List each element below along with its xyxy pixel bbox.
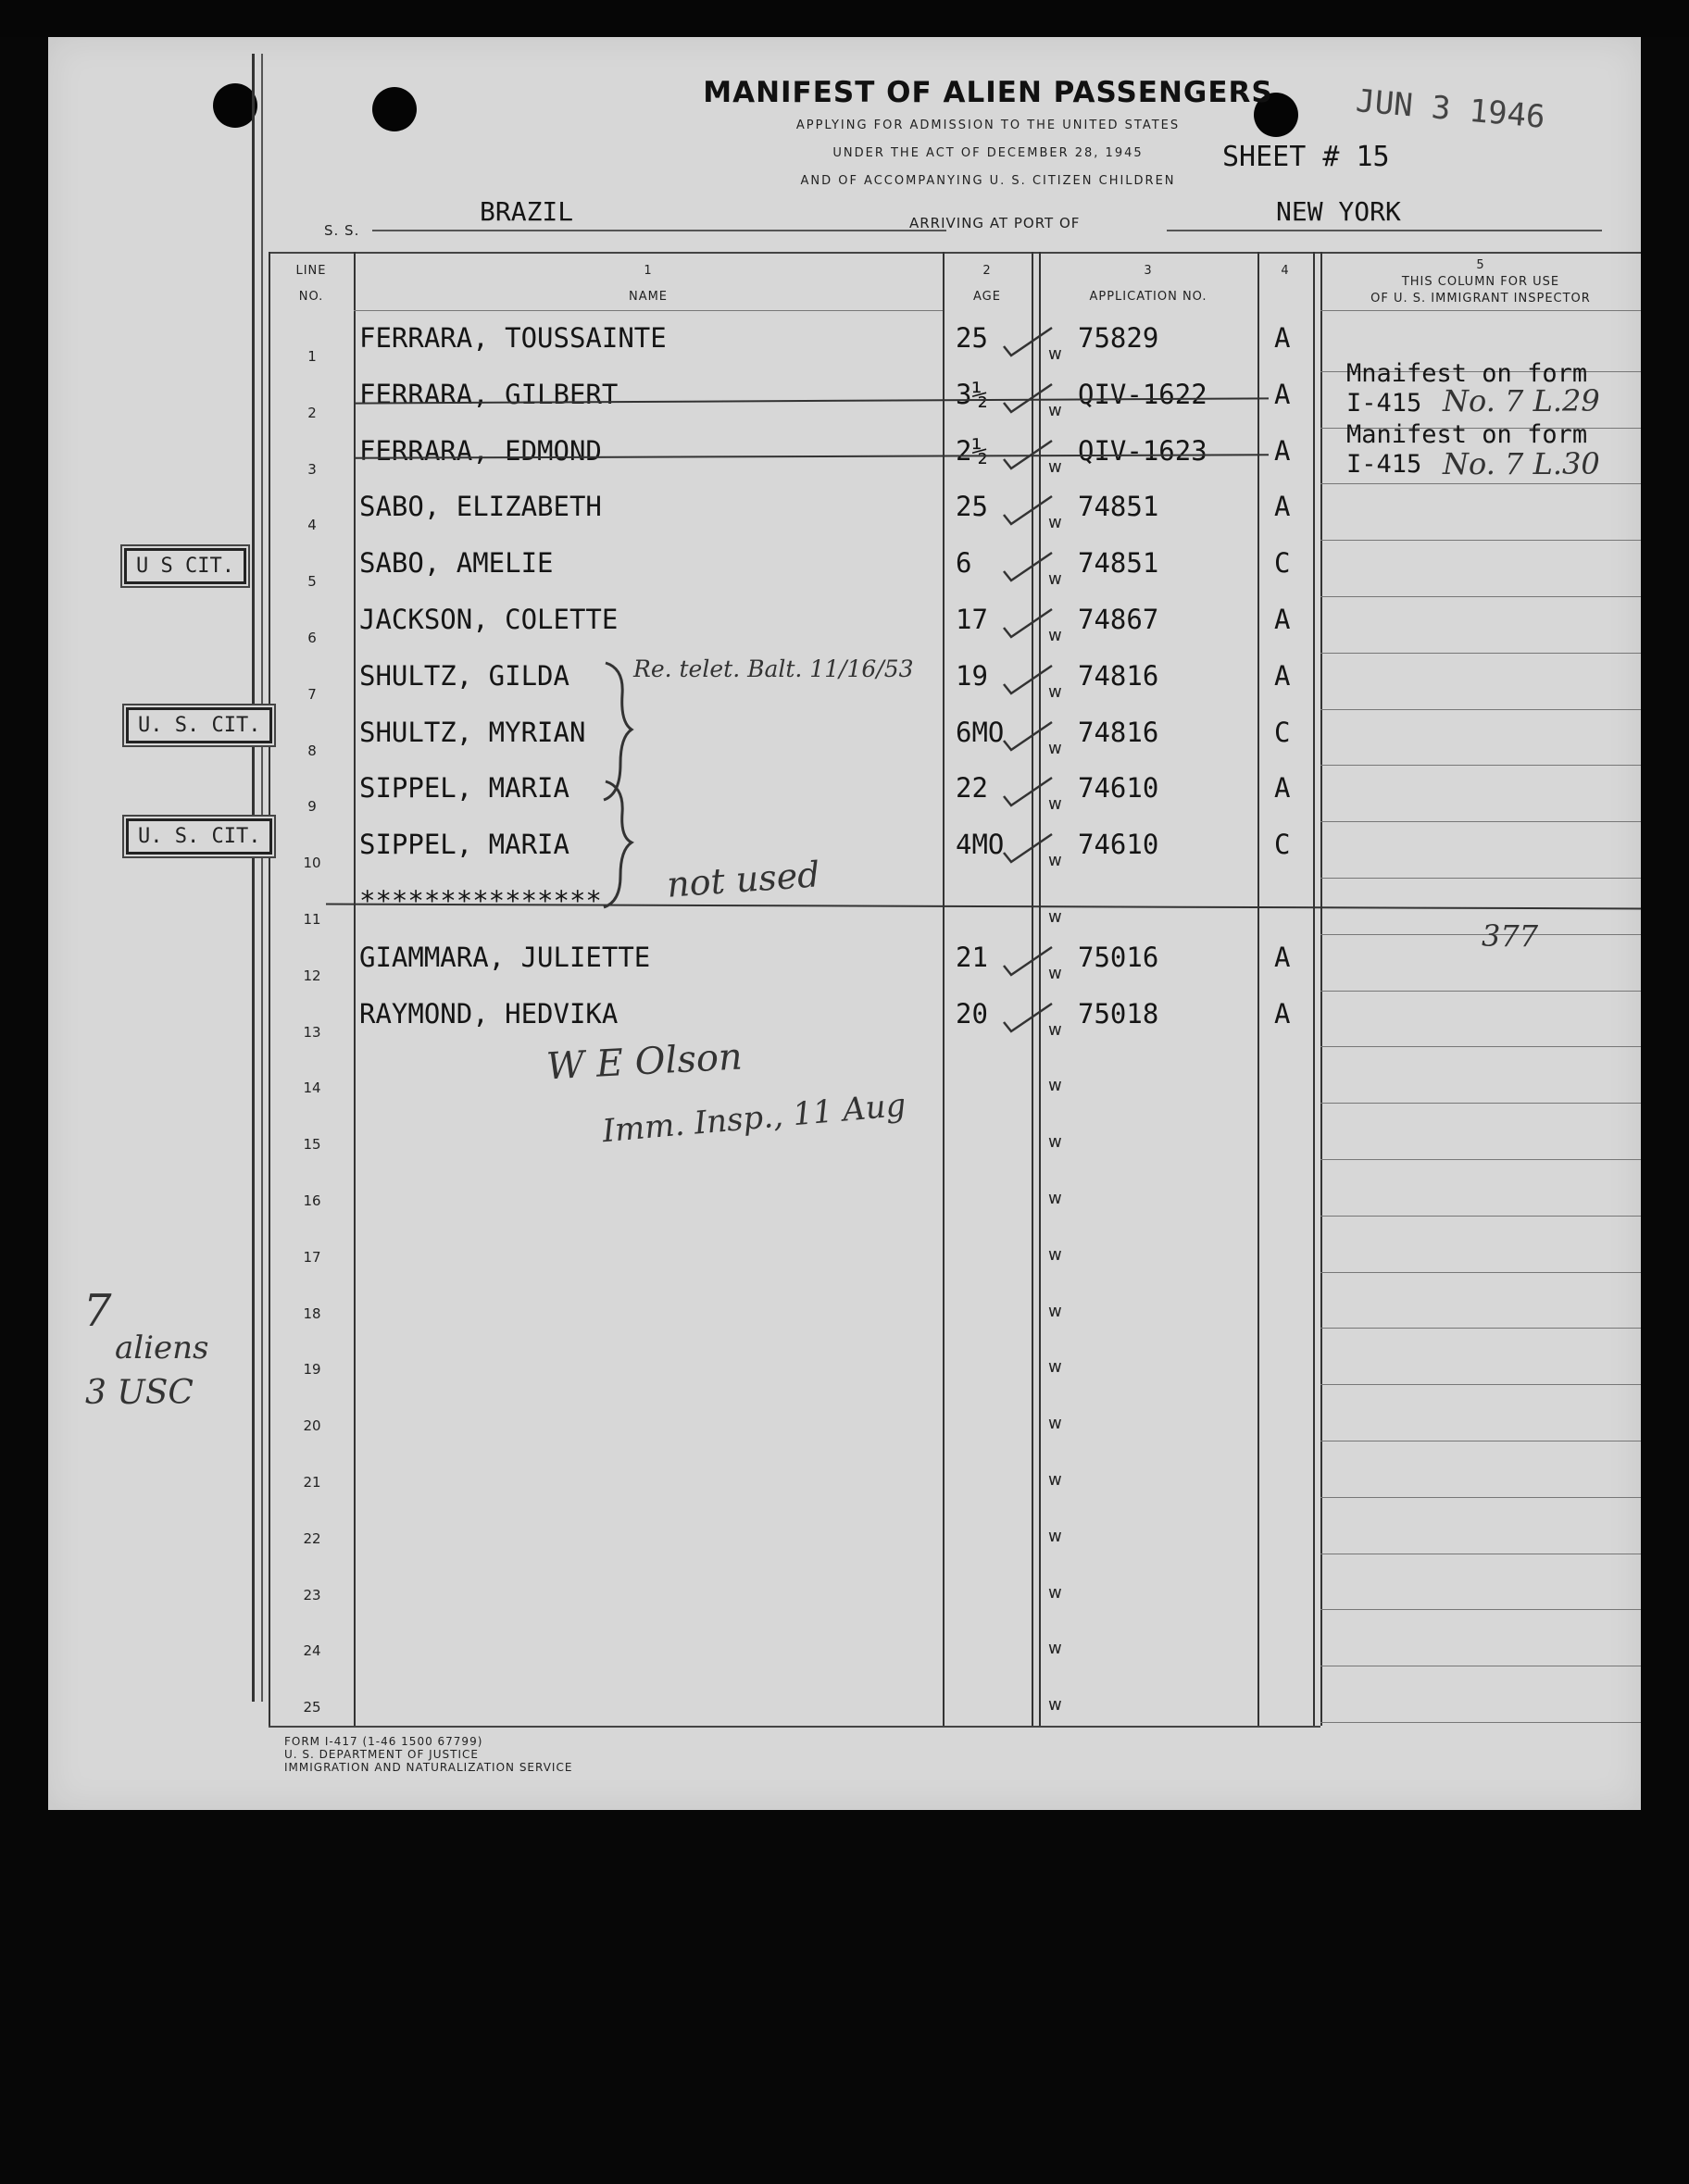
- ss-label: S. S.: [324, 222, 360, 239]
- w-prefix: w: [1048, 513, 1062, 533]
- application-number: 74610: [1078, 829, 1159, 861]
- application-number: 75829: [1078, 322, 1159, 354]
- telegram-note: Re. telet. Balt. 11/16/53: [633, 655, 914, 682]
- passenger-age: 6MO: [956, 716, 1005, 748]
- binding-line: [261, 54, 263, 1702]
- w-prefix: w: [1048, 1695, 1062, 1716]
- us-citizen-stamp: U S CIT.: [124, 548, 246, 584]
- form-number: FORM I-417 (1-46 1500 67799): [284, 1735, 483, 1748]
- line-number: 17: [303, 1248, 321, 1266]
- w-prefix: w: [1048, 626, 1062, 645]
- col-app-header: [1039, 263, 1257, 306]
- inspector-ruled-line: [1320, 1722, 1641, 1723]
- manifest-sheet: [48, 37, 1641, 1810]
- port-name: NEW YORK: [1276, 196, 1401, 227]
- check-mark: [1000, 324, 1056, 361]
- check-mark: [1000, 549, 1056, 586]
- inspector-ruled-line: [1320, 596, 1641, 597]
- punch-hole: [213, 83, 257, 128]
- col-age-label: AGE: [973, 290, 1001, 304]
- w-prefix: w: [1048, 1526, 1062, 1546]
- inspector-note: I-415: [1346, 389, 1422, 418]
- tally-usc: 3 USC: [85, 1374, 194, 1412]
- column-divider: [943, 252, 945, 1726]
- service-name: IMMIGRATION AND NATURALIZATION SERVICE: [284, 1761, 573, 1774]
- check-mark: [1000, 830, 1056, 867]
- w-prefix: w: [1048, 456, 1062, 477]
- passenger-class: A: [1274, 997, 1291, 1030]
- inspector-note-hand: No. 7 L.29: [1443, 383, 1600, 418]
- col-4-number: 4: [1281, 264, 1290, 278]
- application-number: 74816: [1078, 659, 1159, 692]
- passenger-age: 3½: [956, 378, 988, 410]
- check-mark: [1000, 718, 1056, 755]
- inspector-ruled-line: [1320, 1497, 1641, 1498]
- col-5-label: OF U. S. IMMIGRANT INSPECTOR: [1370, 292, 1591, 306]
- col-name-label: NAME: [628, 290, 669, 304]
- application-number: QIV-1623: [1078, 434, 1207, 467]
- passenger-class: A: [1274, 322, 1291, 354]
- passenger-class: C: [1274, 829, 1291, 861]
- column-divider: [1320, 252, 1322, 1726]
- line-number: 25: [303, 1699, 321, 1716]
- tally-count: 7: [83, 1285, 112, 1337]
- line-number: 9: [307, 798, 317, 816]
- passenger-name: JACKSON, COLETTE: [359, 604, 619, 635]
- passenger-name: FERRARA, GILBERT: [359, 378, 619, 410]
- line-number: 1: [307, 348, 317, 365]
- passenger-class: C: [1274, 716, 1291, 748]
- line-number: 16: [303, 1192, 321, 1209]
- line-number: 21: [303, 1474, 321, 1491]
- passenger-age: 25: [956, 322, 988, 354]
- application-number: 74851: [1078, 547, 1159, 580]
- line-number: 8: [307, 742, 317, 759]
- line-number: 15: [303, 1136, 321, 1154]
- line-number: 22: [303, 1529, 321, 1547]
- passenger-age: 20: [956, 997, 988, 1030]
- subtitle-line: UNDER THE ACT OF DECEMBER 28, 1945: [832, 146, 1144, 160]
- w-prefix: w: [1048, 1132, 1062, 1153]
- inspector-ruled-line: [1320, 1103, 1641, 1104]
- line-number: 6: [307, 630, 317, 646]
- inspector-ruled-line: [1320, 1272, 1641, 1273]
- inspector-ruled-line: [1320, 1159, 1641, 1160]
- w-prefix: w: [1048, 400, 1062, 420]
- inspector-signature: W E Olson: [544, 1035, 744, 1089]
- w-prefix: w: [1048, 738, 1062, 758]
- passenger-class: A: [1274, 604, 1291, 635]
- passenger-class: C: [1274, 547, 1291, 580]
- inspector-note: Mnaifest on form: [1346, 359, 1588, 388]
- binding-line: [252, 54, 255, 1702]
- column-divider: [269, 252, 270, 1726]
- inspector-ruled-line: [1320, 1216, 1641, 1217]
- table-bottom-border: [269, 1726, 1320, 1728]
- passenger-name: SIPPEL, MARIA: [359, 829, 569, 861]
- passenger-name: SHULTZ, GILDA: [359, 659, 569, 692]
- passenger-class: A: [1274, 434, 1291, 467]
- line-number: 7: [307, 685, 317, 703]
- col-4-header: [1257, 263, 1313, 280]
- check-mark: [1000, 1000, 1056, 1037]
- inspector-ruled-line: [1320, 1328, 1641, 1329]
- line-number: 10: [303, 855, 321, 872]
- passenger-age: 21: [956, 941, 988, 973]
- line-number: 23: [303, 1586, 321, 1604]
- w-prefix: w: [1048, 1189, 1062, 1208]
- passenger-age: 2½: [956, 434, 988, 467]
- header-underline: [1320, 310, 1641, 311]
- passenger-age: 4MO: [956, 829, 1005, 861]
- col-app-number: 3: [1144, 264, 1153, 278]
- check-mark: [1000, 774, 1056, 811]
- w-prefix: w: [1048, 1639, 1062, 1659]
- passenger-name: FERRARA, EDMOND: [359, 434, 602, 467]
- passenger-class: A: [1274, 659, 1291, 692]
- passenger-age: 6: [956, 547, 972, 580]
- w-prefix: w: [1048, 1301, 1062, 1321]
- check-mark: [1000, 493, 1056, 530]
- line-number: 19: [303, 1361, 321, 1379]
- table-top-border: [269, 252, 1641, 254]
- w-prefix: w: [1048, 569, 1062, 590]
- port-underline: [1167, 230, 1602, 231]
- column-divider: [1257, 252, 1259, 1726]
- col-5-label: THIS COLUMN FOR USE: [1401, 275, 1560, 289]
- line-number: 2: [307, 404, 317, 421]
- us-citizen-stamp: U. S. CIT.: [126, 818, 272, 855]
- w-prefix: w: [1048, 681, 1062, 702]
- inspector-note: Manifest on form: [1346, 420, 1588, 449]
- inspector-ruled-line: [1320, 821, 1641, 822]
- application-number: 74610: [1078, 772, 1159, 805]
- w-prefix: w: [1048, 1470, 1062, 1490]
- passenger-class: A: [1274, 491, 1291, 523]
- inspector-ruled-line: [1320, 765, 1641, 766]
- tally-label: aliens: [115, 1329, 209, 1367]
- w-prefix: w: [1048, 794, 1062, 815]
- col-app-label: APPLICATION NO.: [1089, 290, 1207, 304]
- passenger-name: ***************: [359, 885, 602, 917]
- subtitle-line: AND OF ACCOMPANYING U. S. CITIZEN CHILDREN: [800, 174, 1176, 188]
- scan-border: [0, 0, 1689, 37]
- passenger-name: SABO, ELIZABETH: [359, 491, 602, 523]
- port-label: ARRIVING AT PORT OF: [909, 215, 1081, 231]
- passenger-name: SIPPEL, MARIA: [359, 772, 569, 805]
- inspector-ruled-line: [1320, 991, 1641, 992]
- check-mark: [1000, 662, 1056, 699]
- w-prefix: w: [1048, 1357, 1062, 1378]
- inspector-ruled-line: [1320, 878, 1641, 879]
- col-line-label: LINE: [295, 264, 327, 278]
- w-prefix: w: [1048, 1414, 1062, 1434]
- page-title: MANIFEST OF ALIEN PASSENGERS: [703, 76, 1273, 109]
- ship-name: BRAZIL: [480, 196, 574, 227]
- line-number: 3: [307, 460, 317, 478]
- us-citizen-stamp: U. S. CIT.: [126, 707, 272, 743]
- col-5-number: 5: [1476, 258, 1485, 272]
- sheet-number: SHEET # 15: [1222, 141, 1390, 173]
- col-name-header: [354, 263, 943, 306]
- application-number: 74816: [1078, 716, 1159, 748]
- inspector-title: Imm. Insp., 11 Aug: [600, 1086, 907, 1151]
- col-5-header: [1320, 257, 1641, 307]
- line-number: 20: [303, 1417, 321, 1435]
- line-number: 14: [303, 1080, 321, 1097]
- w-prefix: w: [1048, 1076, 1062, 1096]
- col-age-header: [943, 263, 1032, 306]
- passenger-age: 17: [956, 604, 988, 635]
- bracket-mark: [600, 776, 637, 915]
- inspector-ruled-line: [1320, 483, 1641, 484]
- application-number: QIV-1622: [1078, 378, 1207, 410]
- application-number: 74851: [1078, 491, 1159, 523]
- not-used-note: not used: [665, 854, 821, 905]
- passenger-age: 22: [956, 772, 988, 805]
- line-number: 18: [303, 1304, 321, 1322]
- check-mark: [1000, 943, 1056, 980]
- inspector-ruled-line: [1320, 540, 1641, 541]
- date-stamp: JUN 3 1946: [1354, 82, 1547, 136]
- passenger-age: 19: [956, 659, 988, 692]
- ship-underline: [372, 230, 946, 231]
- department-name: U. S. DEPARTMENT OF JUSTICE: [284, 1748, 479, 1761]
- application-number: 75018: [1078, 997, 1159, 1030]
- line-number: 24: [303, 1642, 321, 1660]
- col-line-header: [269, 263, 354, 306]
- col-name-number: 1: [644, 264, 653, 278]
- inspector-ruled-line: [1320, 653, 1641, 654]
- passenger-class: A: [1274, 941, 1291, 973]
- line-number: 4: [307, 517, 317, 534]
- application-number: 74867: [1078, 604, 1159, 635]
- passenger-name: SABO, AMELIE: [359, 547, 554, 580]
- passenger-name: SHULTZ, MYRIAN: [359, 716, 586, 748]
- passenger-name: GIAMMARA, JULIETTE: [359, 941, 651, 973]
- passenger-name: RAYMOND, HEDVIKA: [359, 997, 619, 1030]
- passenger-name: FERRARA, TOUSSAINTE: [359, 322, 667, 354]
- w-prefix: w: [1048, 1019, 1062, 1040]
- w-prefix: w: [1048, 1582, 1062, 1603]
- inspector-ruled-line: [1320, 1609, 1641, 1610]
- inspector-ruled-line: [1320, 1384, 1641, 1385]
- line-number: 12: [303, 967, 321, 984]
- passenger-age: 25: [956, 491, 988, 523]
- inspector-ruled-line: [1320, 934, 1641, 935]
- col-age-number: 2: [982, 264, 992, 278]
- w-prefix: w: [1048, 907, 1062, 927]
- column-divider: [1313, 252, 1315, 1726]
- w-prefix: w: [1048, 1244, 1062, 1265]
- line-number: 11: [303, 911, 321, 928]
- check-mark: [1000, 605, 1056, 643]
- subtitle-line: APPLYING FOR ADMISSION TO THE UNITED STATES: [795, 119, 1181, 132]
- header-underline: [354, 310, 943, 311]
- column-divider: [354, 252, 356, 1726]
- passenger-class: A: [1274, 378, 1291, 410]
- inspector-note-hand: No. 7 L.30: [1443, 446, 1600, 481]
- passenger-class: A: [1274, 772, 1291, 805]
- line-number: 5: [307, 573, 317, 591]
- inspector-ruled-line: [1320, 709, 1641, 710]
- w-prefix: w: [1048, 851, 1062, 871]
- col-line-label-2: NO.: [298, 290, 324, 304]
- w-prefix: w: [1048, 963, 1062, 983]
- inspector-number: 377: [1482, 918, 1539, 954]
- application-number: 75016: [1078, 941, 1159, 973]
- inspector-note: I-415: [1346, 450, 1422, 479]
- line-number: 13: [303, 1023, 321, 1041]
- punch-hole: [372, 87, 417, 131]
- w-prefix: w: [1048, 344, 1062, 364]
- inspector-ruled-line: [1320, 1046, 1641, 1047]
